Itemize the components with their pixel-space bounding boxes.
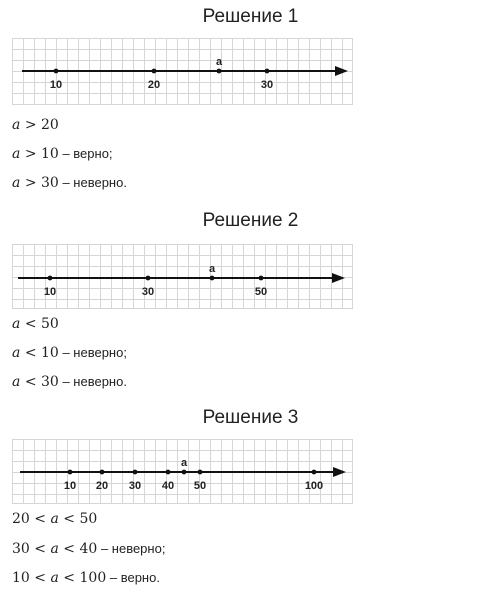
- a-point: [182, 470, 187, 475]
- statement-verdict: – неверно.: [58, 175, 127, 190]
- section-1-title: Решение 1: [202, 6, 299, 27]
- axis-point-label: 20: [95, 480, 109, 492]
- section-2-title: Решение 2: [202, 210, 299, 231]
- axis-point-label: 30: [260, 79, 274, 91]
- axis-point: [100, 470, 105, 475]
- section-3-statement-3: [12, 570, 160, 586]
- axis-point-label: 30: [128, 480, 142, 492]
- statement-math: a < 50: [12, 316, 59, 332]
- statement-math: a < 10: [12, 345, 59, 361]
- statement-verdict: – верно.: [106, 570, 160, 585]
- a-point-label: a: [215, 56, 223, 68]
- axis-point-label: 50: [254, 286, 268, 298]
- axis-point: [166, 470, 171, 475]
- statement-math: 30 < a < 40: [12, 541, 98, 557]
- statement-math: a > 10: [12, 146, 59, 162]
- a-point-label: a: [180, 457, 188, 469]
- axis-point: [68, 470, 73, 475]
- statement-math: 10 < a < 100: [12, 570, 107, 586]
- axis-arrow: [333, 467, 346, 477]
- section-3-statement-1: [12, 511, 97, 527]
- axis-point-label: 40: [161, 480, 175, 492]
- statement-verdict: – верно;: [58, 146, 113, 161]
- axis-point-label: 10: [49, 79, 63, 91]
- statement-math: 20 < a < 50: [12, 511, 98, 527]
- statement-verdict: – неверно;: [58, 345, 127, 360]
- axis-point: [312, 470, 317, 475]
- section-3-title: Решение 3: [202, 407, 299, 428]
- axis-point-label: 10: [43, 286, 57, 298]
- statement-verdict: – неверно.: [58, 374, 127, 389]
- axis-point-label: 100: [304, 480, 324, 492]
- statement-math: a < 30: [12, 374, 59, 390]
- statement-verdict: – неверно;: [97, 541, 166, 556]
- axis-point-label: 20: [147, 79, 161, 91]
- axis-point: [198, 470, 203, 475]
- axis-point-label: 50: [193, 480, 207, 492]
- statement-math: a > 20: [12, 117, 59, 133]
- axis-point-label: 30: [141, 286, 155, 298]
- axis-point: [133, 470, 138, 475]
- a-point-label: a: [208, 263, 216, 275]
- statement-math: a > 30: [12, 175, 59, 191]
- section-3-statement-2: [12, 541, 165, 557]
- axis-point-label: 10: [63, 480, 77, 492]
